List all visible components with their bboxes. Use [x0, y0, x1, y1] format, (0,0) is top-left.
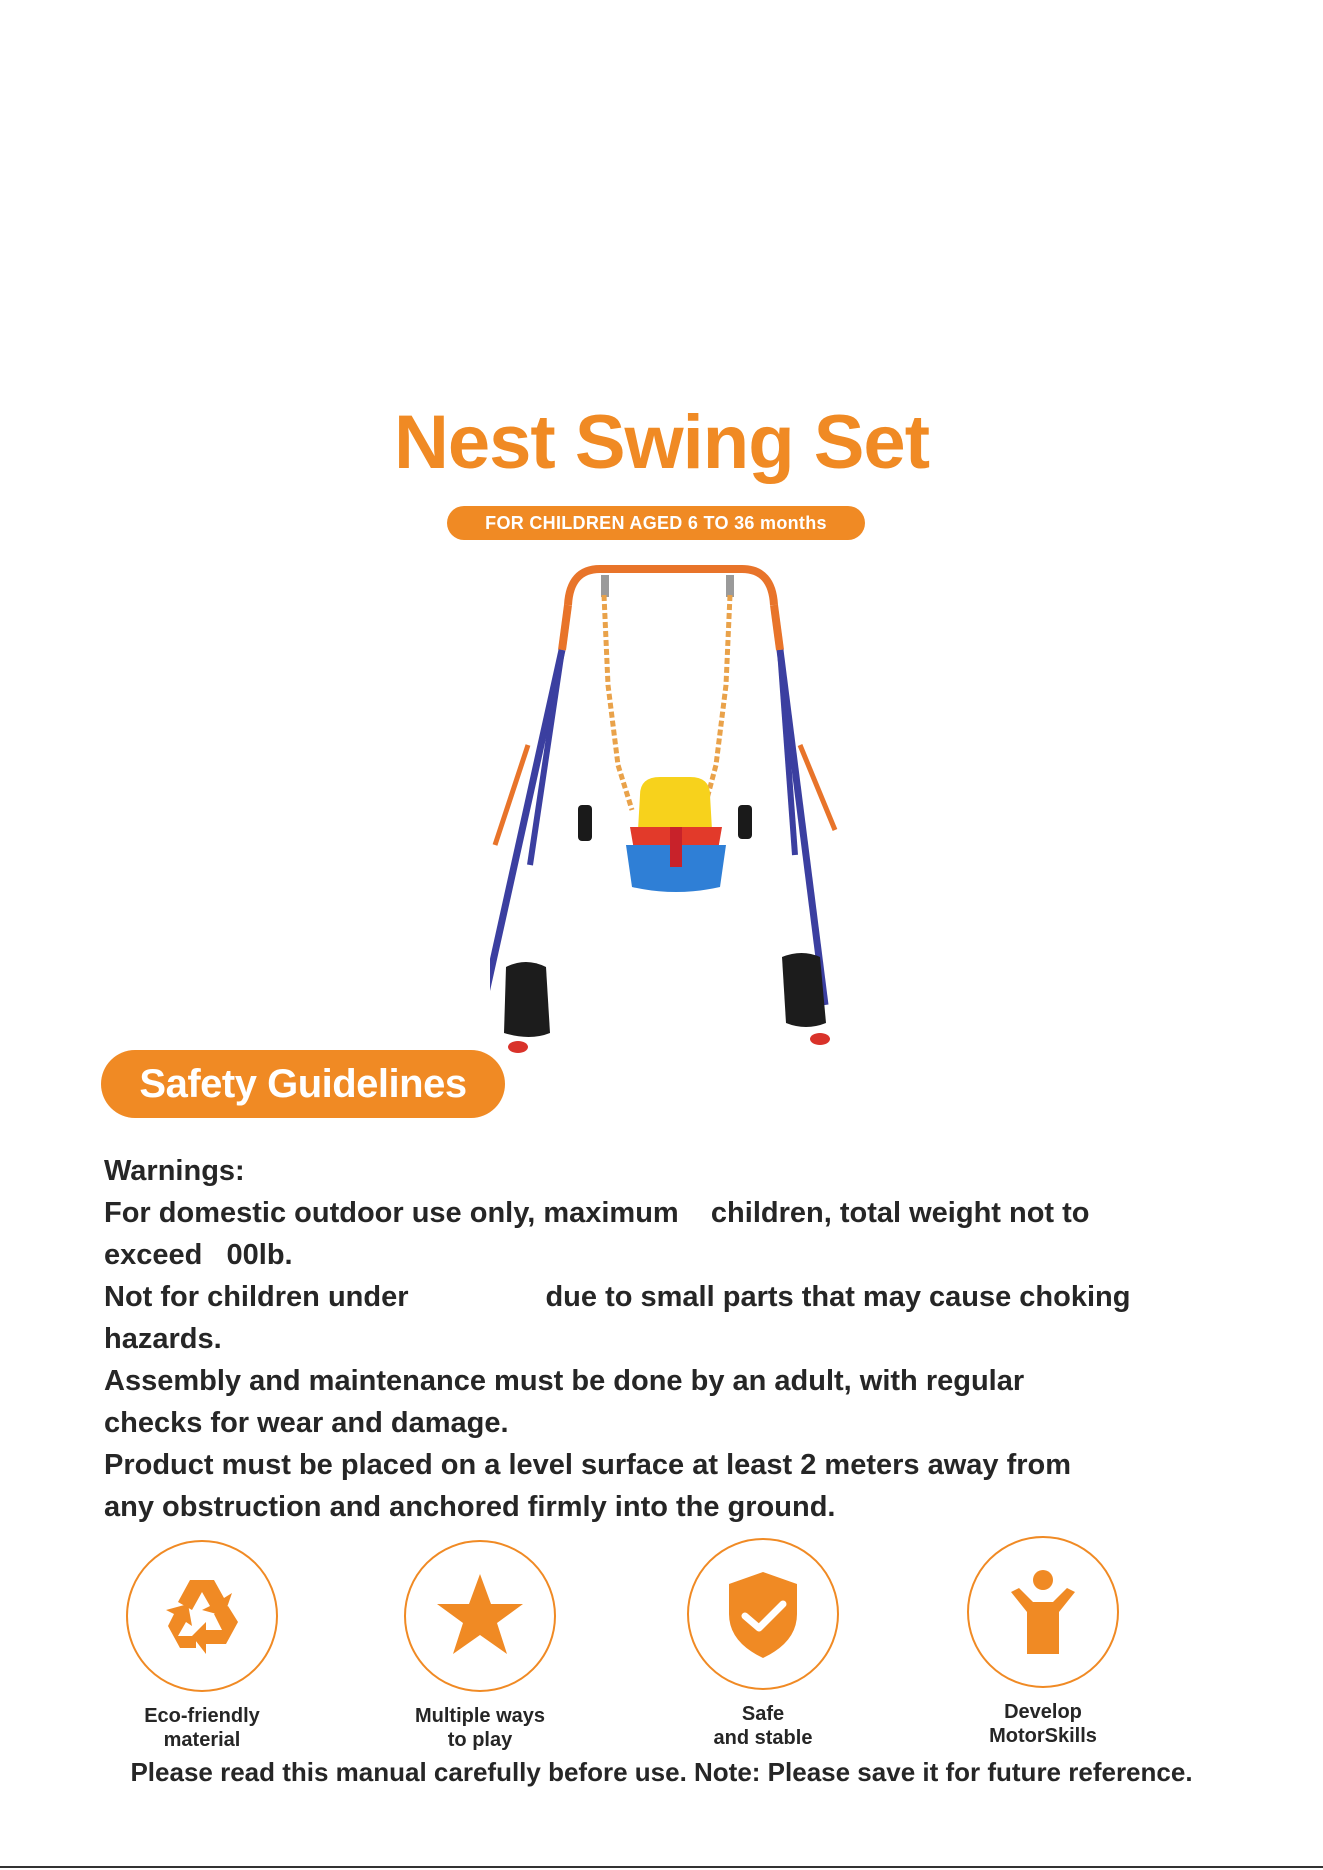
left-hanging-pouch: [578, 805, 592, 841]
safety-guidelines-heading: Safety Guidelines: [101, 1050, 505, 1118]
seat-t-bar: [670, 827, 682, 867]
feature-label-line1: Multiple ways: [414, 1705, 546, 1727]
feature-icon-circle: [126, 1540, 278, 1692]
feature-label-line2: MotorSkills: [989, 1725, 1097, 1747]
left-hook: [601, 575, 609, 597]
seat-back-yellow: [638, 777, 712, 830]
recycle-icon: [152, 1566, 252, 1666]
right-hanging-pouch: [738, 805, 752, 839]
feature-motor-skills: [933, 1536, 1153, 1748]
feature-label-line2: and stable: [713, 1727, 813, 1749]
right-hook: [726, 575, 734, 597]
feature-icon-circle: [967, 1536, 1119, 1688]
warnings-label: Warnings:: [104, 1155, 245, 1187]
feature-label-line1: Safe: [741, 1703, 785, 1725]
shield-check-icon: [713, 1564, 813, 1664]
swing-set-product-image: [490, 565, 850, 1075]
left-rope: [604, 595, 632, 810]
warning-line: checks for wear and damage.: [104, 1407, 509, 1439]
left-foot: [508, 1041, 528, 1053]
feature-multiple-ways: [370, 1540, 590, 1752]
right-rope: [704, 595, 730, 810]
star-icon: [430, 1566, 530, 1666]
warning-line: For domestic outdoor use only, maximum children, total weight not to: [104, 1197, 1090, 1229]
warning-line: any obstruction and anchored firmly into the ground.: [104, 1491, 836, 1523]
feature-label-line2: material: [163, 1729, 241, 1751]
feature-label-line1: Eco-friendly: [144, 1705, 260, 1727]
feature-icons-row: [0, 1540, 1323, 1760]
feature-icon-circle: [404, 1540, 556, 1692]
feature-label-line1: Develop: [1004, 1701, 1082, 1723]
page-title: Nest Swing Set: [394, 400, 929, 485]
warning-line: hazards.: [104, 1323, 222, 1355]
frame-right-upper-leg: [774, 605, 780, 650]
frame-top-bar: [568, 569, 774, 605]
feature-safe-stable: [653, 1538, 873, 1750]
age-range-badge: FOR CHILDREN AGED 6 TO 36 months: [447, 506, 865, 540]
child-person-icon: [993, 1562, 1093, 1662]
footer-note: Please read this manual carefully before use. Note: Please save it for future reference.: [130, 1757, 1193, 1787]
warning-line: exceed 00lb.: [104, 1239, 293, 1271]
feature-icon-circle: [687, 1538, 839, 1690]
left-sandbag: [504, 962, 550, 1037]
right-foot: [810, 1033, 830, 1045]
frame-right-brace: [800, 745, 835, 830]
warnings-text-block: [104, 1150, 1224, 1528]
right-sandbag: [782, 953, 826, 1027]
feature-label-line2: to play: [447, 1729, 513, 1751]
warning-line: Product must be placed on a level surface at least 2 meters away from: [104, 1449, 1072, 1481]
warning-line: Not for children under due to small parts that may cause choking: [104, 1281, 1131, 1313]
frame-left-upper-leg: [562, 605, 568, 650]
warning-line: Assembly and maintenance must be done by an adult, with regular: [104, 1365, 1025, 1397]
feature-eco-friendly: [92, 1540, 312, 1752]
bottom-divider: [0, 1866, 1323, 1868]
